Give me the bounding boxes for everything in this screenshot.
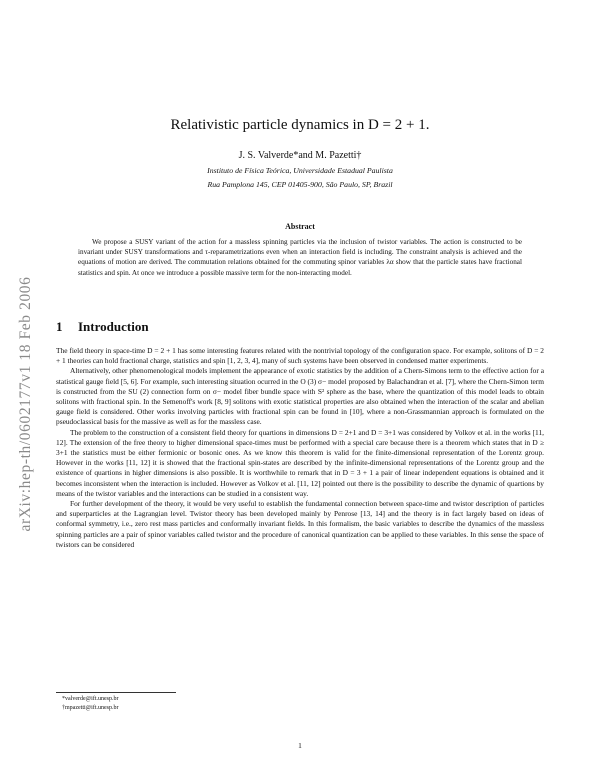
body-text [56, 346, 544, 550]
footnote-email-2: †mpazetti@ift.unesp.br [62, 704, 119, 711]
footnotes [56, 695, 119, 712]
paragraph: The field theory in space-time D = 2 + 1 has some interesting features related with the nontrivial topology of the configuration space. For example, solitons of D = 2 + 1 theories can hold fractional charge, statistics and spin [1, 2, 3, 4], many of such systems have been observed in condensed matter experiments. [56, 346, 544, 366]
paragraph: For further development of the theory, it would be very useful to establish the fundamental connection between space-time and twistor description of particles and superparticles at the Lagrangian level. Twistor theory has been developed mainly by Penrose [13, 14] and the theory is in fact largely based on ideas of conformal symmetry, i.e., zero rest mass particles and conformally invariant fields. In this formalism, the basic variables to describe the dynamics of the massless spinning particles are a pair of spinor variables called twistor and the procedure of canonical quantization can be applied to these variables. In this sense the space of twistors can be considered [56, 499, 544, 549]
paragraph: The problem to the construction of a consistent field theory for quartions in dimensions D = 2+1 and D = 3+1 was considered by Volkov et al. in the works [11, 12]. The extension of the free theory to higher dimensional space-times must be performed with a special care because there is a theorem which states that in D ≥ 3+1 the statistics must be either fermionic or bosonic ones. As we know this theorem is valid for the finite-dimensional representation of the Lorentz group. However in the works [11, 12] it is showed that the fractional spin-states are described by the infinite-dimensional representations of the Lorentz group and the existence of quartions in higher dimensions is also possible. It is worthwhile to remark that in D = 3 + 1 a pair of linear independent equations is obtained and it becomes inconsistent when the interaction is included. However as Volkov et al. [11, 12] pointed out there is the possibility to describe the dynamic of quartions by means of the twistor variables and the interactions can be studied in a consistent way. [56, 427, 544, 498]
section-title: Introduction [78, 319, 149, 334]
arxiv-stamp-text: arXiv:hep-th/0602177v1 18 Feb 2006 [17, 276, 34, 532]
section-heading [56, 319, 149, 335]
abstract-heading: Abstract [285, 222, 315, 231]
section-number: 1 [56, 319, 63, 334]
footnote-email-1: *valverde@ift.unesp.br [62, 696, 119, 702]
footnote-rule [56, 692, 176, 693]
affiliation-line-2: Rua Pamplona 145, CEP 01405-900, São Paulo, SP, Brazil [207, 180, 393, 189]
affiliation-line-1: Instituto de Física Teórica, Universidade Estadual Paulista [207, 166, 393, 175]
arxiv-stamp [6, 214, 46, 576]
paragraph: Alternatively, other phenomenological models implement the appearance of exotic statistics by the addition of a Chern-Simons term to the effective action for a statistical gauge field [5, 6]. For example, such interesting situation ocurred in the O (3) σ− model proposed by Balachandran et al. [7], where the Chern-Simon term is constructed from the SU (2) connection form on σ− model fiber bundle space with S² sphere as the base, where the quantization of this model leads to obtain solitons with fractional spin. In the Semenoff's work [8, 9] solitons with exotic statistical properties are also obtained when the interaction of the scalar and abelian gauge field is considered. Other works involving particles with fractional spin can be found in [10], where a non-Grassmannian approach is formulated on the pseudoclassical basis for the massive as well as for the massless case. [56, 366, 544, 427]
authors: J. S. Valverde*and M. Pazetti† [238, 150, 362, 161]
page-number: 1 [298, 741, 302, 750]
abstract-text: We propose a SUSY variant of the action for a massless spinning particles via the inclusion of twistor variables. The action is constructed to be invariant under SUSY transformations and τ-reparametrizations even when an interaction field is including. The constraint analysis is achieved and the equations of motion are derived. The commutation relations obtained for the commuting spinor variables λα show that the particle states have fractional statistics and spin. At once we introduce a possible massive term for the non-interacting model. [78, 238, 522, 277]
paper-title: Relativistic particle dynamics in D = 2 + 1. [170, 117, 430, 133]
